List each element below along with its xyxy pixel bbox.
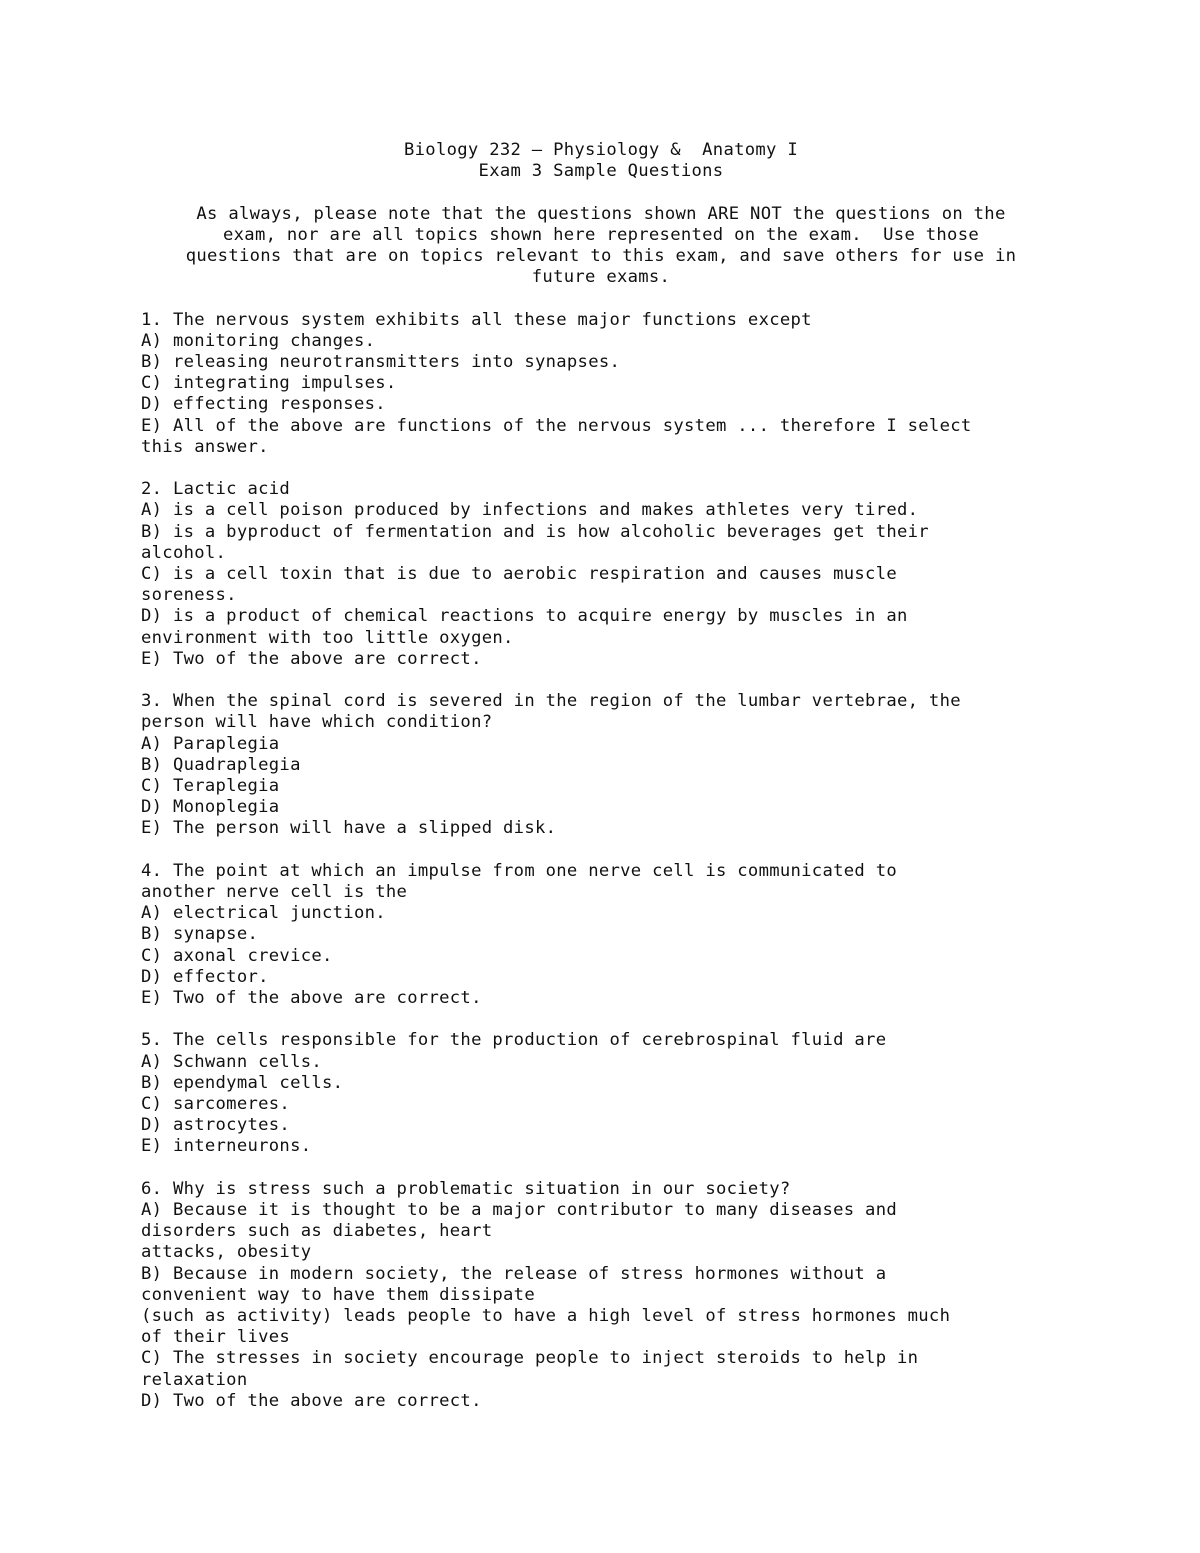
answer-option-line: D) astrocytes.: [141, 1115, 291, 1136]
spacer: [141, 288, 1061, 309]
answer-option-line: B) Because in modern society, the release of stress hormones without a: [141, 1263, 887, 1284]
question-2: [141, 479, 1061, 670]
spacer: [141, 182, 1061, 203]
answer-option-line: A) electrical junction.: [141, 903, 386, 924]
answer-option-line: C) Teraplegia: [141, 776, 280, 797]
answer-option-line: B) synapse.: [141, 924, 259, 945]
answer-option-line: D) Monoplegia: [141, 797, 280, 818]
answer-option-line: E) interneurons.: [141, 1136, 312, 1157]
answer-option: [141, 1136, 1061, 1157]
question-stem: 4. The point at which an impulse from one nerve cell is communicated to: [141, 860, 897, 881]
document-title: Biology 232 – Physiology & Anatomy I: [404, 140, 798, 160]
answer-option-line: attacks, obesity: [141, 1242, 312, 1263]
answer-option-line: convenient way to have them dissipate: [141, 1284, 535, 1305]
answer-option: [141, 500, 1061, 521]
question-4: [141, 861, 1061, 1009]
document-subtitle: Exam 3 Sample Questions: [478, 161, 724, 182]
answer-option: [141, 331, 1061, 352]
question-stem: 2. Lactic acid: [141, 479, 291, 500]
answer-option-line: D) Two of the above are correct.: [141, 1390, 482, 1411]
spacer: [141, 670, 1061, 691]
question-stem: person will have which condition?: [141, 712, 493, 733]
question-1: [141, 310, 1061, 458]
answer-option-line: (such as activity) leads people to have a high level of stress hormones much: [141, 1306, 951, 1327]
answer-option: [141, 564, 1061, 606]
spacer: [141, 1009, 1061, 1030]
question-stem: 6. Why is stress such a problematic situation in our society?: [141, 1178, 791, 1199]
answer-option-line: E) Two of the above are correct.: [141, 988, 482, 1009]
answer-option-line: D) effector.: [141, 966, 269, 987]
answer-option: [141, 967, 1061, 988]
answer-option: [141, 394, 1061, 415]
question-stem: 1. The nervous system exhibits all these major functions except: [141, 309, 812, 330]
answer-option-line: soreness.: [141, 585, 237, 606]
spacer: [141, 458, 1061, 479]
answer-option: [141, 1094, 1061, 1115]
answer-option-line: alcohol.: [141, 542, 227, 563]
answer-option-line: relaxation: [141, 1369, 248, 1390]
notice-line: questions that are on topics relevant to this exam, and save others for use in: [185, 246, 1017, 266]
answer-option: [141, 522, 1061, 564]
answer-option: [141, 1391, 1061, 1412]
answer-option: [141, 1200, 1061, 1264]
answer-option: [141, 797, 1061, 818]
answer-option-line: A) Because it is thought to be a major contributor to many diseases and: [141, 1200, 897, 1221]
answer-option-line: this answer.: [141, 436, 269, 457]
answer-option-line: B) is a byproduct of fermentation and is how alcoholic beverages get their: [141, 521, 929, 542]
answer-option-line: B) Quadraplegia: [141, 754, 301, 775]
document-page: [141, 140, 1061, 1412]
question-stem: 3. When the spinal cord is severed in the region of the lumbar vertebrae, the: [141, 691, 961, 712]
answer-option-line: environment with too little oxygen.: [141, 627, 514, 648]
spacer: [141, 1158, 1061, 1179]
notice-line: exam, nor are all topics shown here represented on the exam. Use those: [223, 224, 979, 245]
answer-option: [141, 776, 1061, 797]
answer-option-line: C) axonal crevice.: [141, 945, 333, 966]
answer-option-line: of their lives: [141, 1327, 291, 1348]
answer-option: [141, 649, 1061, 670]
answer-option: [141, 1264, 1061, 1349]
answer-option: [141, 946, 1061, 967]
question-stem: another nerve cell is the: [141, 882, 408, 903]
answer-option-line: A) Schwann cells.: [141, 1051, 323, 1072]
spacer: [141, 840, 1061, 861]
answer-option-line: E) The person will have a slipped disk.: [141, 818, 557, 839]
answer-option-line: E) Two of the above are correct.: [141, 648, 482, 669]
answer-option-line: D) is a product of chemical reactions to acquire energy by muscles in an: [141, 606, 908, 627]
answer-option-line: D) effecting responses.: [141, 394, 386, 415]
answer-option: [141, 924, 1061, 945]
answer-option: [141, 734, 1061, 755]
notice-line: As always, please note that the questions shown ARE NOT the questions on the: [196, 203, 1006, 224]
answer-option-line: A) Paraplegia: [141, 733, 280, 754]
question-list: [141, 288, 1061, 1412]
answer-option: [141, 1052, 1061, 1073]
answer-option-line: A) is a cell poison produced by infections and makes athletes very tired.: [141, 500, 919, 521]
answer-option: [141, 416, 1061, 458]
answer-option-line: E) All of the above are functions of the nervous system ... therefore I select: [141, 415, 972, 436]
answer-option-line: C) integrating impulses.: [141, 373, 397, 394]
question-3: [141, 691, 1061, 839]
answer-option: [141, 606, 1061, 648]
answer-option: [141, 903, 1061, 924]
answer-option-line: disorders such as diabetes, heart: [141, 1221, 493, 1242]
answer-option-line: C) The stresses in society encourage people to inject steroids to help in: [141, 1348, 919, 1369]
answer-option: [141, 818, 1061, 839]
answer-option: [141, 988, 1061, 1009]
answer-option: [141, 1073, 1061, 1094]
answer-option-line: C) is a cell toxin that is due to aerobic respiration and causes muscle: [141, 564, 897, 585]
question-stem: 5. The cells responsible for the production of cerebrospinal fluid are: [141, 1030, 887, 1051]
answer-option: [141, 1115, 1061, 1136]
answer-option: [141, 755, 1061, 776]
answer-option: [141, 352, 1061, 373]
question-6: [141, 1179, 1061, 1412]
answer-option-line: B) ependymal cells.: [141, 1072, 344, 1093]
answer-option: [141, 1348, 1061, 1390]
notice-line: future exams.: [531, 267, 671, 288]
answer-option: [141, 373, 1061, 394]
answer-option-line: A) monitoring changes.: [141, 330, 376, 351]
answer-option-line: B) releasing neurotransmitters into synapses.: [141, 352, 621, 372]
notice-paragraph: [141, 204, 1061, 289]
answer-option-line: C) sarcomeres.: [141, 1094, 291, 1115]
question-5: [141, 1030, 1061, 1157]
